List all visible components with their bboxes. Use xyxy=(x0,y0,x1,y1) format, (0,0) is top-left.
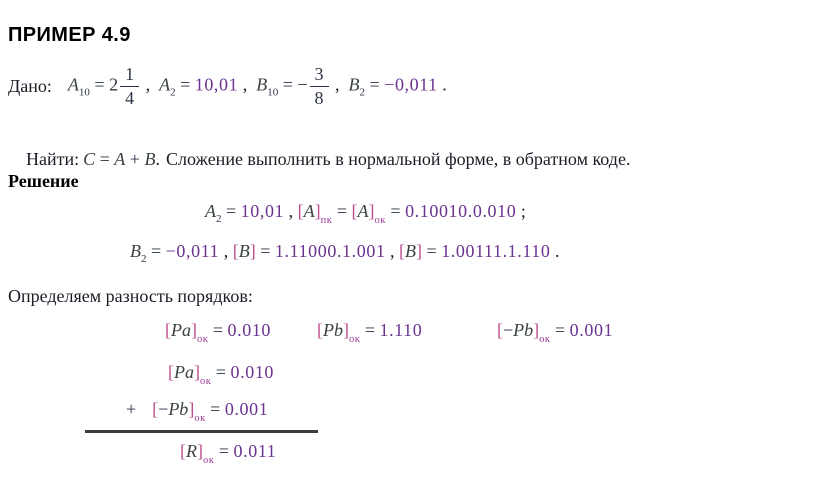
math-variable: Pb xyxy=(168,399,189,419)
math-bracket: [ xyxy=(168,362,174,382)
math-operator: = xyxy=(208,320,228,340)
math-operator: = xyxy=(95,149,115,169)
math-bracket: ] xyxy=(194,362,200,382)
math-variable: A xyxy=(159,74,171,95)
math-operator: = xyxy=(175,74,195,95)
math-number: 0.001 xyxy=(224,399,269,419)
given-label: Дано: xyxy=(8,75,52,96)
math-operator: + xyxy=(126,399,137,419)
math-bracket: ] xyxy=(188,399,195,419)
formula-line-b xyxy=(130,241,560,265)
math-bracket: ] xyxy=(416,241,423,261)
math-variable: Pa xyxy=(171,320,191,340)
math-operator: = xyxy=(422,241,442,261)
math-variable: A xyxy=(357,201,369,221)
math-operator: = xyxy=(550,320,570,340)
math-variable: B xyxy=(130,241,141,261)
formula-neg-pb-ok xyxy=(497,320,613,345)
math-number: 0.10010.0.010 xyxy=(405,201,517,221)
math-text: ; xyxy=(516,201,526,221)
math-variable: B xyxy=(144,149,156,169)
math-variable: Pb xyxy=(513,320,534,340)
math-bracket: [ xyxy=(351,201,358,221)
math-text: , xyxy=(219,241,233,261)
sum-divider-line xyxy=(85,430,318,433)
math-text: , xyxy=(284,201,298,221)
math-text: . xyxy=(550,241,560,261)
math-operator: = xyxy=(360,320,380,340)
find-formula xyxy=(83,149,160,169)
math-code-subscript: пк xyxy=(320,215,333,226)
math-subscript: 2 xyxy=(170,86,176,99)
fraction xyxy=(120,64,139,108)
sum-result xyxy=(180,441,276,466)
math-variable: Pa xyxy=(174,362,194,382)
math-bracket: ] xyxy=(368,201,375,221)
math-operator: − xyxy=(158,399,169,419)
math-text: . xyxy=(437,74,447,95)
find-label: Найти: xyxy=(26,149,80,169)
math-text: , xyxy=(385,241,400,261)
math-number: 0.001 xyxy=(569,320,614,340)
math-bracket: [ xyxy=(180,441,186,461)
math-bracket: [ xyxy=(152,399,159,419)
given-formula xyxy=(68,64,447,108)
math-code-subscript: ок xyxy=(200,376,212,387)
given-line xyxy=(8,56,447,116)
math-operator: = xyxy=(385,201,406,221)
math-operator: = xyxy=(365,74,385,95)
math-bracket: ] xyxy=(249,241,256,261)
fraction-numerator: 1 xyxy=(120,64,139,87)
math-subscript: 2 xyxy=(141,253,147,265)
math-operator: = xyxy=(255,241,275,261)
math-bracket: [ xyxy=(297,201,304,221)
math-number: 1.110 xyxy=(379,320,423,340)
math-number: 1.00111.1.110 xyxy=(441,241,551,261)
solution-heading: Решение xyxy=(8,171,79,191)
math-number: −0,011 xyxy=(384,74,438,95)
math-code-subscript: ок xyxy=(194,413,206,424)
math-bracket: ] xyxy=(197,441,203,461)
fraction-denominator: 8 xyxy=(314,87,324,108)
math-subscript: 2 xyxy=(359,86,366,99)
math-text: . xyxy=(155,149,160,169)
math-operator: = xyxy=(89,74,110,95)
math-operator: = xyxy=(205,399,225,419)
math-subscript: 10 xyxy=(78,86,90,99)
math-variable: Pb xyxy=(323,320,343,340)
math-number: 10,01 xyxy=(240,201,285,221)
math-variable: R xyxy=(186,441,197,461)
math-subscript: 10 xyxy=(267,86,279,99)
find-text: Сложение выполнить в нормальной форме, в обратном коде. xyxy=(165,149,631,169)
formula-pb-ok xyxy=(317,320,422,345)
math-variable: C xyxy=(83,149,96,169)
math-bracket: ] xyxy=(314,201,321,221)
math-code-subscript: ок xyxy=(374,215,386,226)
math-operator: = xyxy=(211,362,231,382)
fraction xyxy=(310,64,329,108)
math-variable: B xyxy=(256,74,268,95)
math-variable: A xyxy=(114,149,126,169)
math-variable: A xyxy=(303,201,315,221)
math-number: 0.011 xyxy=(233,441,277,461)
math-code-subscript: ок xyxy=(349,334,361,345)
math-variable: B xyxy=(238,241,250,261)
fraction-denominator: 4 xyxy=(125,87,135,108)
math-number: 2 xyxy=(109,74,119,95)
math-operator: + xyxy=(125,149,145,169)
math-bracket: [ xyxy=(232,241,239,261)
math-variable: A xyxy=(205,201,216,221)
math-operator: − xyxy=(503,320,514,340)
math-subscript: 2 xyxy=(216,213,222,225)
sum-row-pa xyxy=(168,362,274,387)
math-bracket: [ xyxy=(317,320,323,340)
math-variable: B xyxy=(405,241,417,261)
math-bracket: ] xyxy=(191,320,197,340)
fraction-numerator: 3 xyxy=(310,64,329,87)
math-variable: B xyxy=(348,74,360,95)
math-number: 1.11000.1.001 xyxy=(274,241,386,261)
math-operator: = xyxy=(146,241,166,261)
sum-row-neg-pb xyxy=(126,399,268,424)
math-number: 0.010 xyxy=(227,320,272,340)
formula-line-a xyxy=(205,201,526,226)
math-operator: = xyxy=(332,201,352,221)
math-variable: A xyxy=(67,74,79,95)
math-text: , xyxy=(238,74,257,95)
math-text: , xyxy=(141,74,160,95)
math-bracket: [ xyxy=(165,320,171,340)
math-code-subscript: ок xyxy=(197,334,209,345)
example-title: ПРИМЕР 4.9 xyxy=(8,24,131,46)
difference-label: Определяем разность порядков: xyxy=(8,286,253,306)
math-code-subscript: ок xyxy=(539,334,551,345)
math-operator: = xyxy=(221,201,241,221)
math-bracket: [ xyxy=(497,320,503,340)
math-number: 10,01 xyxy=(194,74,239,95)
formula-pa-ok xyxy=(165,320,271,345)
find-line xyxy=(8,128,630,191)
math-text: , xyxy=(330,74,349,95)
math-number: −0,011 xyxy=(165,241,220,261)
math-bracket: [ xyxy=(399,241,406,261)
math-code-subscript: ок xyxy=(203,455,215,466)
math-number: 0.010 xyxy=(230,362,275,382)
math-bracket: ] xyxy=(343,320,349,340)
math-bracket: ] xyxy=(533,320,540,340)
math-operator: = − xyxy=(278,74,308,95)
math-operator: = xyxy=(214,441,234,461)
